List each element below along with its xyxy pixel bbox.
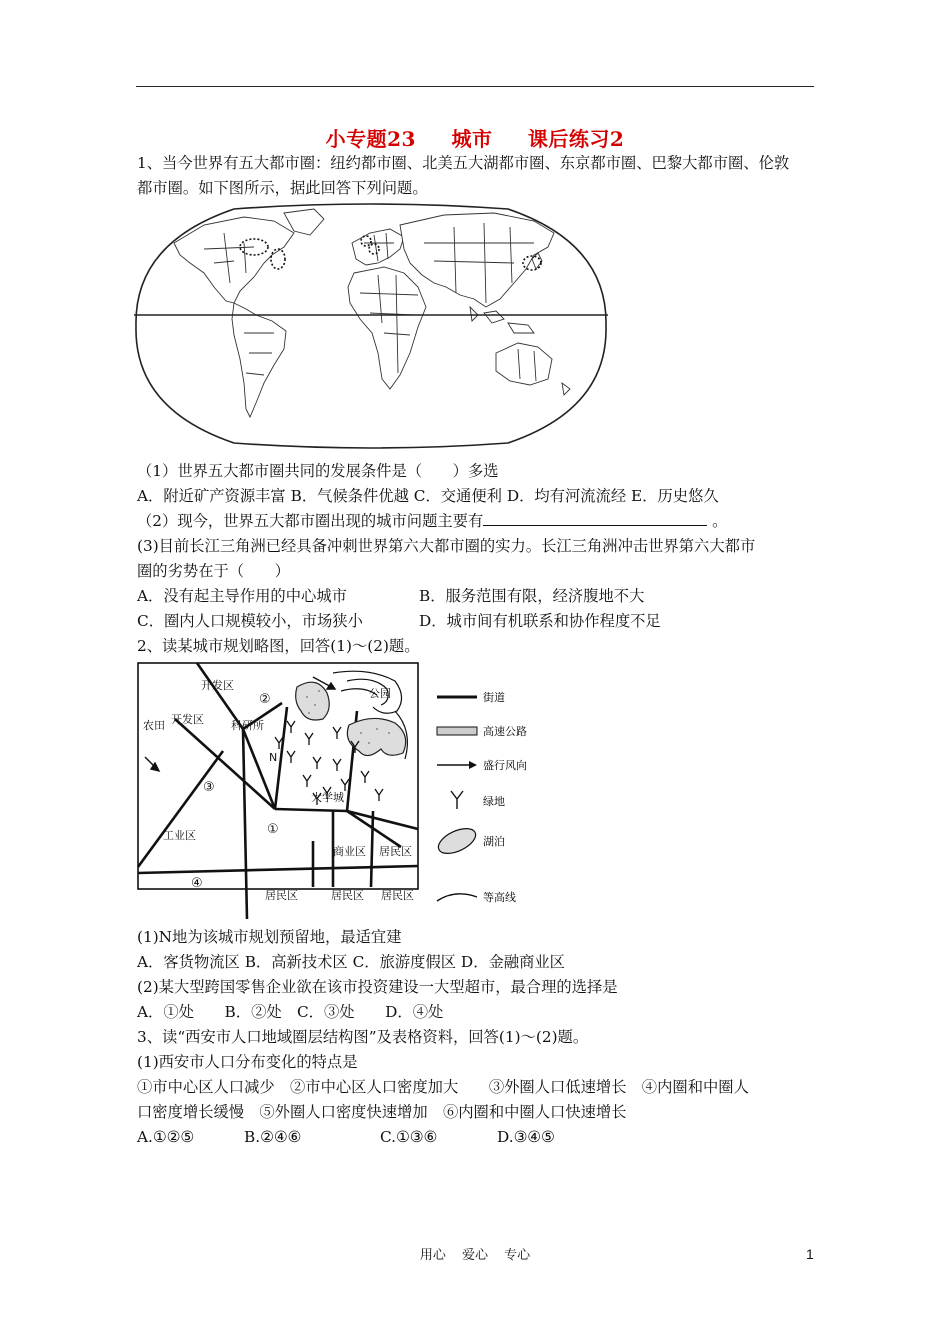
title-topic-number: 小专题23 — [325, 127, 416, 151]
label-residential-3: 居民区 — [331, 889, 364, 902]
label-research-institute: 科研所 — [231, 719, 264, 732]
legend-highway: 高速公路 — [483, 725, 527, 738]
answer-blank[interactable] — [483, 511, 707, 526]
legend-lake: 湖泊 — [483, 835, 505, 848]
q3-option-b: B.②④⑥ — [244, 1128, 302, 1146]
label-residential-2: 居民区 — [265, 889, 298, 902]
q2-sub1-options: A．客货物流区 B．高新技术区 C．旅游度假区 D．金融商业区 — [137, 953, 565, 971]
q2-sub1: (1)N地为该城市规划预留地，最适宜建 — [137, 928, 402, 946]
option-b: B．服务范围有限，经济腹地不大 — [419, 587, 645, 605]
q2-sub2: (2)某大型跨国零售企业欲在该市投资建设一大型超市，最合理的选择是 — [137, 978, 618, 996]
q3-statements-line1: ①市中心区人口减少 ②市中心区人口密度加大 ③外圈人口低速增长 ④内圈和中圈人 — [137, 1078, 749, 1096]
label-residential-1: 居民区 — [379, 845, 412, 858]
label-site-3: ③ — [203, 780, 215, 795]
q1-options-row1 — [137, 584, 817, 609]
page-footer: 用心 爱心 专心 — [419, 1248, 531, 1263]
label-dev-zone-1: 开发区 — [201, 679, 234, 692]
legend-wind: 盛行风向 — [483, 759, 527, 772]
q2-intro: 2、读某城市规划略图，回答(1)～(2)题。 — [137, 637, 420, 655]
q1-intro-line1: 1、当今世界有五大都市圈：纽约都市圈、北美五大湖都市圈、东京都市圈、巴黎大都市圈、伦敦 — [137, 154, 790, 172]
legend-contour: 等高线 — [483, 891, 516, 904]
title-topic: 城市 — [451, 127, 493, 151]
q1-sub2: （2）现今，世界五大都市圈出现的城市问题主要有 。 — [137, 512, 728, 530]
label-site-4: ④ — [191, 876, 203, 891]
q1-options-row2 — [137, 609, 817, 634]
label-n: N — [269, 751, 278, 764]
label-site-1: ① — [267, 822, 279, 837]
q3-option-d: D.③④⑤ — [497, 1128, 555, 1146]
q3-options — [137, 1125, 817, 1150]
legend-street: 街道 — [483, 691, 505, 704]
legend-green: 绿地 — [483, 795, 505, 808]
world-map-figure — [134, 203, 608, 449]
document-body — [137, 151, 817, 1150]
label-park: 公园 — [369, 687, 391, 700]
q1-sub3-line1: (3)目前长江三角洲已经具备冲刺世界第六大都市圈的实力。长江三角洲冲击世界第六大都市 — [137, 537, 756, 555]
q1-sub1: （1）世界五大都市圈共同的发展条件是（ ）多选 — [137, 462, 499, 480]
option-c: C．圈内人口规模较小，市场狭小 — [137, 612, 363, 630]
label-farmland: 农田 — [143, 719, 165, 732]
q2-sub2-options: A．①处 B．②处 C．③处 D．④处 — [137, 1003, 444, 1021]
q3-statements-line2: 口密度增长缓慢 ⑤外圈人口密度快速增加 ⑥内圈和中圈人口快速增长 — [137, 1103, 627, 1121]
option-a: A．没有起主导作用的中心城市 — [137, 587, 347, 605]
label-site-2: ② — [259, 692, 271, 707]
label-industrial-zone: 工业区 — [163, 829, 196, 842]
q3-option-c: C.①③⑥ — [380, 1128, 438, 1146]
q3-option-a: A.①②⑤ — [137, 1128, 195, 1146]
option-d: D．城市间有机联系和协作程度不足 — [419, 612, 661, 630]
map-legend — [435, 690, 527, 904]
q1-sub1-options: A．附近矿产资源丰富 B．气候条件优越 C．交通便利 D．均有河流流经 E．历史悠久 — [137, 487, 719, 505]
q3-intro: 3、读“西安市人口地域圈层结构图”及表格资料，回答(1)～(2)题。 — [137, 1028, 589, 1046]
city-plan-figure — [137, 661, 537, 919]
q1-sub3-line2: 圈的劣势在于（ ） — [137, 562, 290, 580]
page-title — [0, 123, 950, 152]
title-exercise: 课后练习2 — [527, 127, 625, 151]
label-university-town: 大学城 — [311, 791, 344, 804]
page-number: 1 — [806, 1246, 814, 1262]
top-rule — [136, 86, 814, 87]
label-dev-zone-2: 开发区 — [171, 713, 204, 726]
q3-sub1: (1)西安市人口分布变化的特点是 — [137, 1053, 358, 1071]
label-residential-4: 居民区 — [381, 889, 414, 902]
label-commercial-zone: 商业区 — [333, 845, 366, 858]
q1-intro-line2: 都市圈。如下图所示，据此回答下列问题。 — [137, 179, 428, 197]
